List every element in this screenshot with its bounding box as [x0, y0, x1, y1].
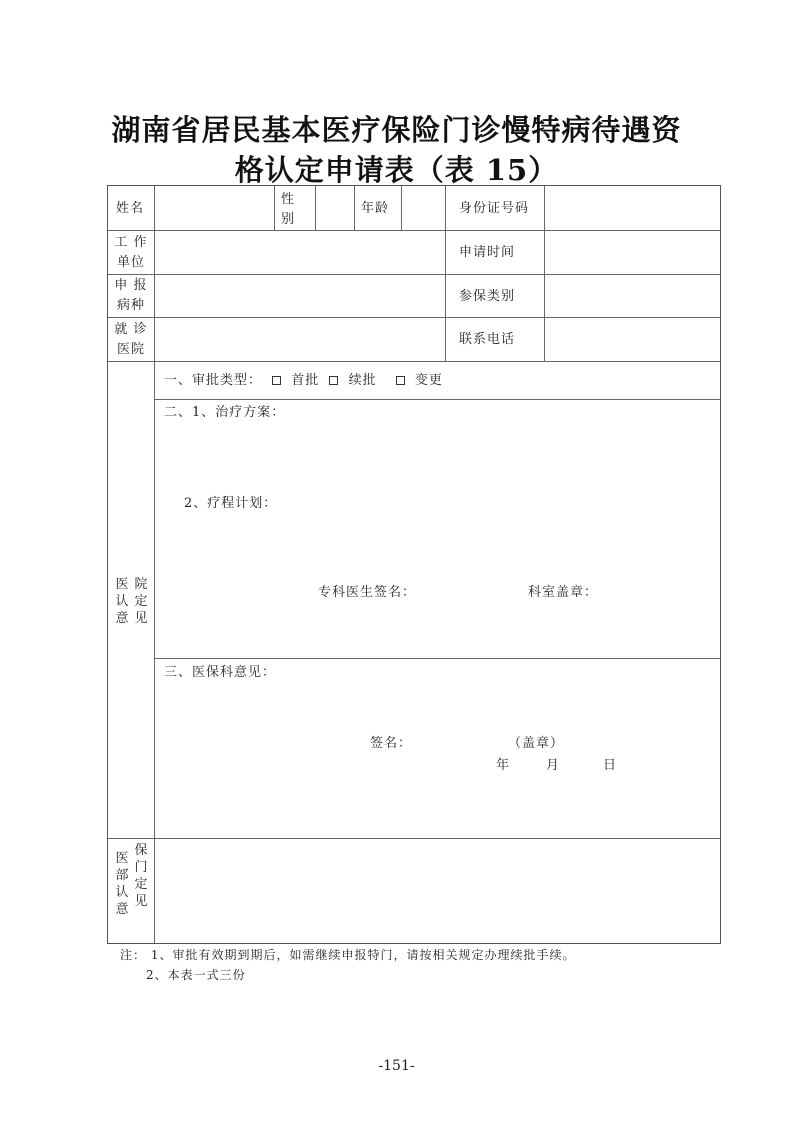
note-line-1: 注： 1、审批有效期到期后，如需继续申报特门，请按相关规定办理续批手续。 [120, 948, 576, 962]
day-label: 日 [603, 758, 618, 773]
insurance-opinion-heading: 三、医保科意见： [164, 665, 277, 680]
gender-label-bottom: 别 [281, 212, 296, 227]
insurance-sign-label: 签名： [370, 736, 413, 751]
form-title-line2: 格认定申请表（表 15） [234, 153, 559, 187]
doctor-sign-label: 专科医生签名： [318, 585, 417, 600]
name-label: 姓名 [116, 201, 145, 216]
dept-opinion-label-col2: 保门定见 [134, 843, 148, 909]
option-change: 变更 [414, 373, 443, 388]
disease-label-bottom: 病种 [116, 298, 145, 313]
insurance-seal-label: （盖章） [508, 736, 565, 751]
hospital-opinion-label-col2: 院定见 [134, 577, 148, 626]
option-first: 首批 [291, 373, 320, 388]
dept-opinion-label-col1: 医部认意 [115, 851, 129, 917]
work-unit-label-bottom: 单位 [116, 255, 145, 270]
apply-time-label: 申请时间 [459, 245, 516, 260]
course-plan-label: 2、疗程计划： [184, 496, 278, 511]
treatment-plan-label: 二、1、治疗方案： [164, 405, 286, 420]
insurance-type-label: 参保类别 [459, 289, 516, 304]
approval-type-label: 一、审批类型： [164, 373, 263, 388]
phone-label: 联系电话 [459, 332, 516, 347]
checkbox-change[interactable] [396, 376, 405, 385]
checkbox-first[interactable] [272, 376, 281, 385]
note-line-2: 2、本表一式三份 [146, 968, 246, 982]
application-form-table [107, 185, 721, 944]
year-label: 年 [496, 758, 511, 773]
age-label: 年龄 [361, 201, 390, 216]
form-title-line1: 湖南省居民基本医疗保险门诊慢特病待遇资 [111, 113, 682, 147]
month-label: 月 [546, 758, 561, 773]
option-continue: 续批 [348, 373, 377, 388]
hospital-opinion-label-col1: 医认意 [115, 577, 129, 626]
hospital-label-bottom: 医院 [116, 342, 145, 357]
disease-label-top: 申 报 [114, 278, 148, 293]
gender-label-top: 性 [281, 192, 296, 207]
hospital-label-top: 就 诊 [114, 322, 148, 337]
page-number: -151- [378, 1058, 415, 1074]
checkbox-continue[interactable] [329, 376, 338, 385]
approval-type-row [164, 370, 443, 391]
id-number-label: 身份证号码 [459, 201, 530, 216]
work-unit-label-top: 工 作 [114, 235, 148, 250]
dept-seal-label: 科室盖章： [528, 585, 599, 600]
